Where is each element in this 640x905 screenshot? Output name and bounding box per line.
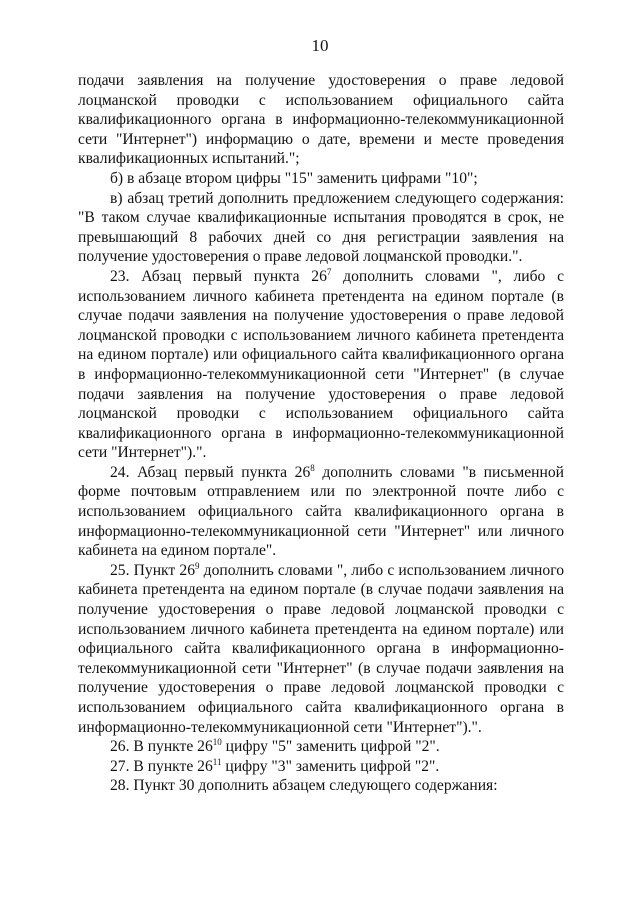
item-27-lead: 27. В пункте 26 (110, 757, 213, 775)
item-25-superscript: 9 (195, 560, 200, 571)
paragraph-subitem-b: б) в абзаце втором цифры "15" заменить цифрами "10"; (110, 169, 478, 187)
item-23-lead: 23. Абзац первый пункта 26 (110, 267, 327, 285)
paragraph-item-23 (78, 267, 564, 463)
item-23-text: дополнить словами ", либо с использованием личного кабинета претендента на едином портале (в случае подачи заявления на получение удостоверения о праве ледовой лоцманской проводки с использованием личного кабинета претендента на едином портале) или официального сайта квалификационного органа в информационно-телекоммуникационной сети "Интернет" (в случае подачи заявления на получение удостоверения о праве ледовой лоцманской проводки с использованием официального сайта квалификационного органа в информационно-телекоммуникационной сети "Интернет").". (78, 267, 564, 462)
item-26-lead: 26. В пункте 26 (110, 738, 213, 756)
paragraph-item-27 (78, 757, 564, 777)
item-24-text: дополнить словами "в письменной форме почтовым отправлением или по электронной почте либо с использованием официального сайта квалификационного органа в информационно-телекоммуникационной сети "Интернет" или личного кабинета на едином портале". (78, 463, 564, 560)
paragraph-item-24 (78, 463, 564, 561)
paragraph-continuation: подачи заявления на получение удостоверения о праве ледовой лоцманской проводки с использованием официального сайта квалификационного органа в информационно-телекоммуникационной сети "Интернет") информацию о дате, времени и месте проведения квалификационных испытаний."; (78, 72, 564, 168)
item-26-superscript: 10 (212, 737, 222, 747)
paragraph-item-25 (78, 561, 564, 737)
item-25-lead: 25. Пункт 26 (110, 561, 196, 579)
item-24-lead: 24. Абзац первый пункта 26 (110, 463, 311, 481)
paragraph-subitem-v: в) абзац третий дополнить предложением следующего содержания: "В таком случае квалификационные испытания проводятся в срок, не превышающий 8 рабочих дней со дня регистрации заявления на получение удостоверения о праве ледовой лоцманской проводки.". (78, 189, 564, 266)
page-number: 10 (311, 36, 329, 55)
document-body (78, 71, 564, 796)
item-27-superscript: 11 (212, 756, 222, 767)
item-23-superscript: 7 (326, 266, 332, 277)
paragraph-item-28: 28. Пункт 30 дополнить абзацем следующего содержания: (110, 777, 498, 795)
item-24-superscript: 8 (310, 462, 315, 473)
item-26-text: цифру "5" заменить цифрой "2". (221, 738, 440, 756)
paragraph-item-26 (78, 737, 564, 757)
item-25-text: дополнить словами ", либо с использованием личного кабинета претендента на едином портале (в случае подачи заявления на получение удостоверения о праве ледовой лоцманской проводки с использованием личного кабинета претендента на едином портале) или официального сайта квалификационного органа в информационно-телекоммуникационной сети "Интернет" (в случае подачи заявления на получение удостоверения о праве ледовой лоцманской проводки с использованием официального сайта квалификационного органа в информационно-телекоммуникационной сети "Интернет").". (78, 561, 564, 736)
item-27-text: цифру "3" заменить цифрой "2". (221, 757, 440, 775)
